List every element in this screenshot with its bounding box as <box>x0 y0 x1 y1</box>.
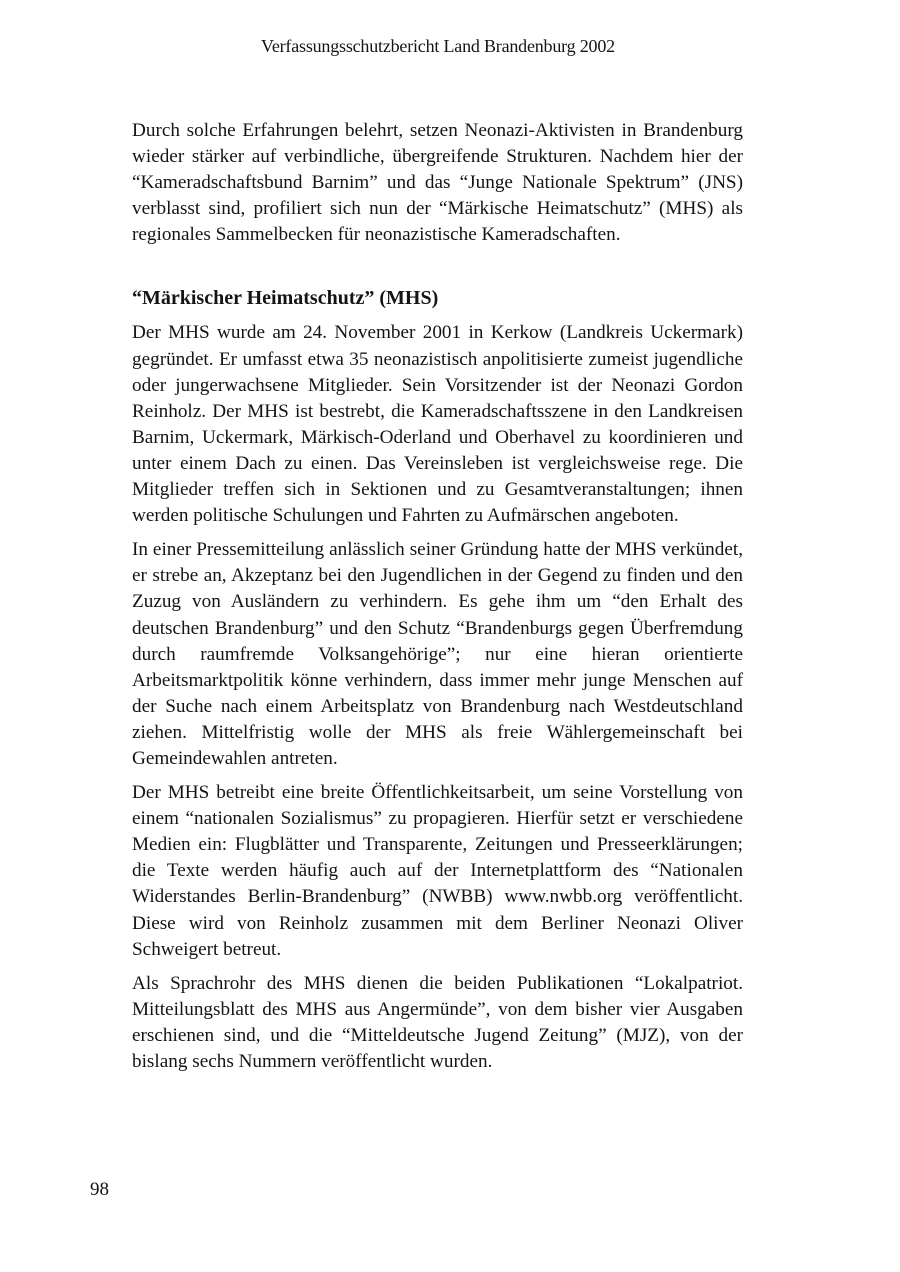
running-header: Verfassungsschutzbericht Land Brandenburg 2002 <box>261 36 615 56</box>
body-paragraph-founding: Der MHS wurde am 24. November 2001 in Kerkow (Landkreis Uckermark) gegründet. Er umfasst etwa 35 neonazistisch anpolitisierte zumeist jugendliche oder jungerwachsene Mitglieder. Sein Vorsitzender ist der Neonazi Gordon Reinholz. Der MHS ist bestrebt, die Kameradschaftsszene in den Landkreisen Barnim, Uckermark, Märkisch-Oderland und Oberhavel zu koordinieren und unter einem Dach zu einen. Das Vereinsleben ist vergleichsweise rege. Die Mitglieder treffen sich in Sektionen und zu Gesamtveranstaltungen; ihnen werden politische Schulungen und Fahrten zu Aufmärschen angeboten. <box>132 322 743 527</box>
body-paragraph-press-release: In einer Pressemitteilung anlässlich seiner Gründung hatte der MHS verkündet, er strebe an, Akzeptanz bei den Jugendlichen in der Gegend zu finden und den Zuzug von Ausländern zu verhindern. Es gehe ihm um “den Erhalt des deutschen Brandenburg” und den Schutz “Brandenburgs gegen Überfremdung durch raumfremde Volksangehörige”; nur eine hieran orientierte Arbeitsmarktpolitik könne verhindern, dass immer mehr junge Menschen auf der Suche nach einem Arbeitsplatz von Brandenburg nach Westdeutschland ziehen. Mittelfristig wolle der MHS als freie Wählergemeinschaft bei Gemeindewahlen antreten. <box>132 539 743 769</box>
section-heading: “Märkischer Heimatschutz” (MHS) <box>132 287 439 310</box>
page-body <box>132 118 743 1075</box>
body-paragraph-public-relations: Der MHS betreibt eine breite Öffentlichkeitsarbeit, um seine Vorstellung von einem “nationalen Sozialismus” zu propagieren. Hierfür setzt er verschiedene Medien ein: Flugblätter und Transparente, Zeitungen und Presseerklärungen; die Texte werden häufig auch auf der Internetplattform des “Nationalen Widerstandes Berlin-Brandenburg” (NWBB) www.nwbb.org veröffentlicht. Diese wird von Reinholz zusammen mit dem Berliner Neonazi Oliver Schweigert betreut. <box>132 782 743 960</box>
intro-paragraph: Durch solche Erfahrungen belehrt, setzen Neonazi-Aktivisten in Brandenburg wieder stärker auf verbindliche, übergreifende Strukturen. Nachdem hier der “Kameradschaftsbund Barnim” und das “Junge Nationale Spektrum” (JNS) verblasst sind, profiliert sich nun der “Märkische Heimatschutz” (MHS) als regionales Sammelbecken für neonazistische Kameradschaften. <box>132 120 743 246</box>
page-number: 98 <box>90 1179 109 1200</box>
body-paragraph-publications: Als Sprachrohr des MHS dienen die beiden Publikationen “Lokalpatriot. Mitteilungsblatt des MHS aus Angermünde”, von dem bisher vier Ausgaben erschienen sind, und die “Mitteldeutsche Jugend Zeitung” (MJZ), von der bislang sechs Nummern veröffentlicht wurden. <box>132 972 743 1072</box>
